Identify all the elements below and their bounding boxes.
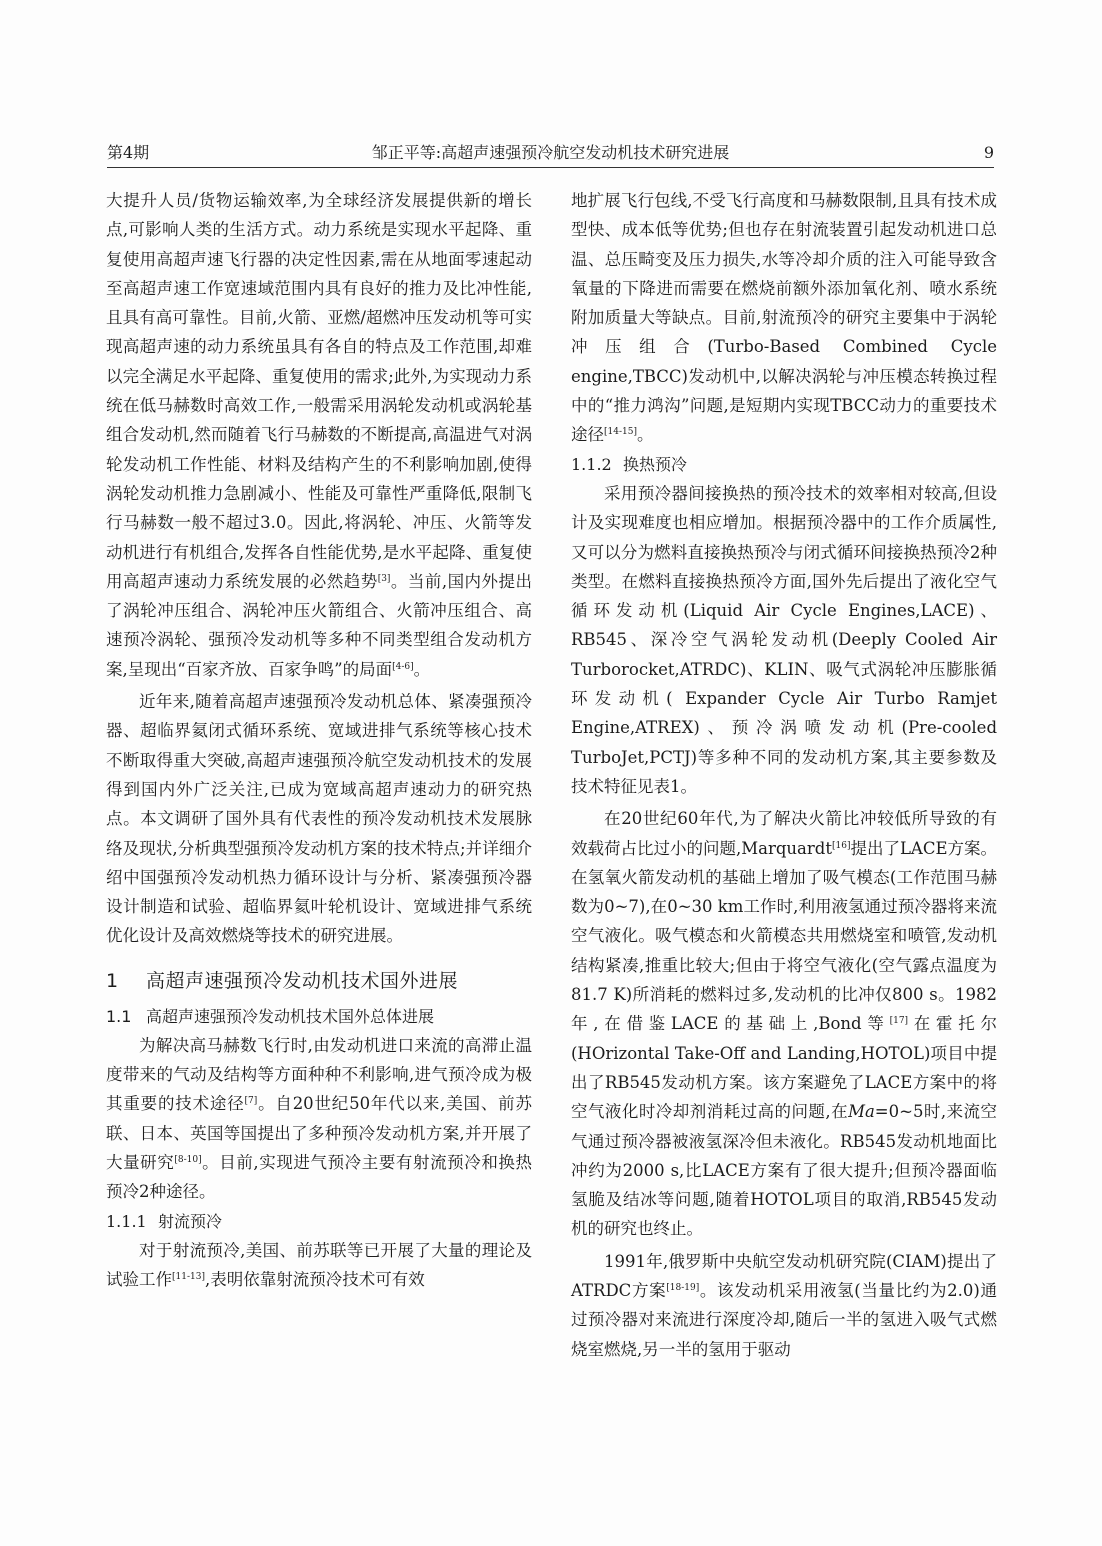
citation[interactable]: [18-19] (666, 1282, 700, 1293)
citation[interactable]: [7] (244, 1096, 258, 1107)
citation[interactable]: [11-13] (172, 1272, 205, 1283)
citation[interactable]: [14-15] (604, 427, 637, 438)
paragraph: 为解决高马赫数飞行时,由发动机进口来流的高滞止温度带来的气动及结构等方面种种不利影响,进气预冷成为极其重要的技术途径[7]。自20世纪50年代以来,美国、前苏联、日本、英国等国提出了多种预冷发动机方案,并开展了大量研究[8-10]。目前,实现进气预冷主要有射流预冷和换热预冷2种途径。 (106, 1035, 533, 1202)
header-rule (107, 167, 994, 168)
paragraph: 近年来,随着高超声速强预冷发动机总体、紧凑强预冷器、超临界氦闭式循环系统、宽域进排气系统等核心技术不断取得重大突破,高超声速强预冷航空发动机技术的发展得到国内外广泛关注,已成为宽域高超声速动力的研究热点。本文调研了国外具有代表性的预冷发动机技术发展脉络及现状,分析典型强预冷发动机方案的技术特点;并详细介绍中国强预冷发动机热力循环设计与分析、紧凑强预冷器设计制造和试验、超临界氦叶轮机设计、宽域进排气系统优化设计及高效燃烧等技术的研究进展。 (106, 692, 532, 946)
paragraph: 在20世纪60年代,为了解决火箭比冲较低所导致的有效载荷占比过小的问题,Marquardt[16]提出了LACE方案。在氢氧火箭发动机的基础上增加了吸气模态(工作范围马赫数为0~7),在0~30 km工作时,利用液氢通过预冷器将来流空气液化。吸气模态和火箭模态共用燃烧室和喷管,发动机结构紧凑,推重比较大;但由于将空气液化(空气露点温度为81.7 K)所消耗的燃料过多,发动机的比冲仅800 s。1982年,在借鉴LACE的基础上,Bond等[17]在霍托尔(HOrizontal Take-Off and Landing,HOTOL)项目中提出了RB545发动机方案。该方案避免了LACE方案中的将空气液化时冷却剂消耗过高的问题,在Ma=0~5时,来流空气通过预冷器被液氢深冷但未液化。RB545发动机地面比冲约为2000 s,比LACE方案有了很大提升;但预冷器面临氢脆及结冰等问题,随着HOTOL项目的取消,RB545发动机的研究也终止。 (571, 809, 998, 1239)
paragraph-continuation: 大提升人员/货物运输效率,为全球经济发展提供新的增长点,可影响人类的生活方式。动力系统是实现水平起降、重复使用高超声速飞行器的决定性因素,需在从地面零速起动至高超声速工作宽速域范围内具有良好的推力及比冲性能,且具有高可靠性。目前,火箭、亚燃/超燃冲压发动机等可实现高超声速的动力系统虽具有各自的特点及工作范围,却难以完全满足水平起降、重复使用的需求;此外,为实现动力系统在低马赫数时高效工作,一般需采用涡轮发动机或涡轮基组合发动机,然而随着飞行马赫数的不断提高,高温进气对涡轮发动机工作性能、材料及结构产生的不利影响加剧,使得涡轮发动机推力急剧减小、性能及可靠性严重降低,限制飞行马赫数一般不超过3.0。因此,将涡轮、冲压、火箭等发动机进行有机组合,发挥各自性能优势,是水平起降、重复使用高超声速动力系统发展的必然趋势[3]。当前,国内外提出了涡轮冲压组合、涡轮冲压火箭组合、火箭冲压组合、高速预冷涡轮、强预冷发动机等多种不同类型组合发动机方案,呈现出“百家齐放、百家争鸣”的局面[4-6]。 (106, 191, 533, 679)
citation[interactable]: [3] (377, 573, 391, 584)
right-column (571, 186, 997, 1364)
paragraph: 采用预冷器间接换热的预冷技术的效率相对较高,但设计及实现难度也相应增加。根据预冷器中的工作介质属性,又可以分为燃料直接换热预冷与闭式循环间接换热预冷2种类型。在燃料直接换热预冷方面,国外先后提出了液化空气循环发动机(Liquid Air Cycle Engines,LACE)、RB545、深冷空气涡轮发动机(Deeply Cooled Air Turborocket,ATRDC)、KLIN、吸气式涡轮冲压膨胀循环发动机( Expander Cycle Air Turbo Ramjet Engine,ATREX)、预冷涡喷发动机(Pre-cooled TurboJet,PCTJ)等多种不同的发动机方案,其主要参数及技术特征见表1。 (571, 483, 997, 796)
citation[interactable]: [16] (831, 840, 851, 851)
left-column (106, 186, 532, 1294)
citation[interactable]: [8-10] (174, 1154, 202, 1165)
subsubsection-heading: 1.1.2 换热预冷 (571, 454, 688, 474)
paragraph: 1991年,俄罗斯中央航空发动机研究院(CIAM)提出了ATRDC方案[18-19]。该发动机采用液氢(当量比约为2.0)通过预冷器对来流进行深度冷却,随后一半的氢进入吸气式燃烧室燃烧,另一半的氢用于驱动 (571, 1251, 997, 1359)
section-heading: 1 高超声速强预冷发动机技术国外进展 (106, 969, 459, 992)
issue-number: 第4期 (107, 143, 150, 162)
citation[interactable]: [4-6] (392, 661, 414, 672)
subsubsection-heading: 1.1.1 射流预冷 (106, 1211, 223, 1231)
running-header (107, 141, 994, 169)
running-title: 邹正平等:高超声速强预冷航空发动机技术研究进展 (371, 143, 730, 162)
citation[interactable]: [17] (889, 1016, 909, 1027)
page-number: 9 (983, 143, 994, 162)
paragraph: 对于射流预冷,美国、前苏联等已开展了大量的理论及试验工作[11-13],表明依靠射流预冷技术可有效 (106, 1240, 532, 1290)
subsection-heading: 1.1 高超声速强预冷发动机技术国外总体进展 (106, 1006, 435, 1026)
paragraph-continuation: 地扩展飞行包线,不受飞行高度和马赫数限制,且具有技术成型快、成本低等优势;但也存在射流装置引起发动机进口总温、总压畸变及压力损失,水等冷却介质的注入可能导致含氧量的下降进而需要在燃烧前额外添加氧化剂、喷水系统附加质量大等缺点。目前,射流预冷的研究主要集中于涡轮冲压组合(Turbo-Based Combined Cycle engine,TBCC)发动机中,以解决涡轮与冲压模态转换过程中的“推力鸿沟”问题,是短期内实现TBCC动力的重要技术途径[14-15]。 (571, 191, 997, 445)
